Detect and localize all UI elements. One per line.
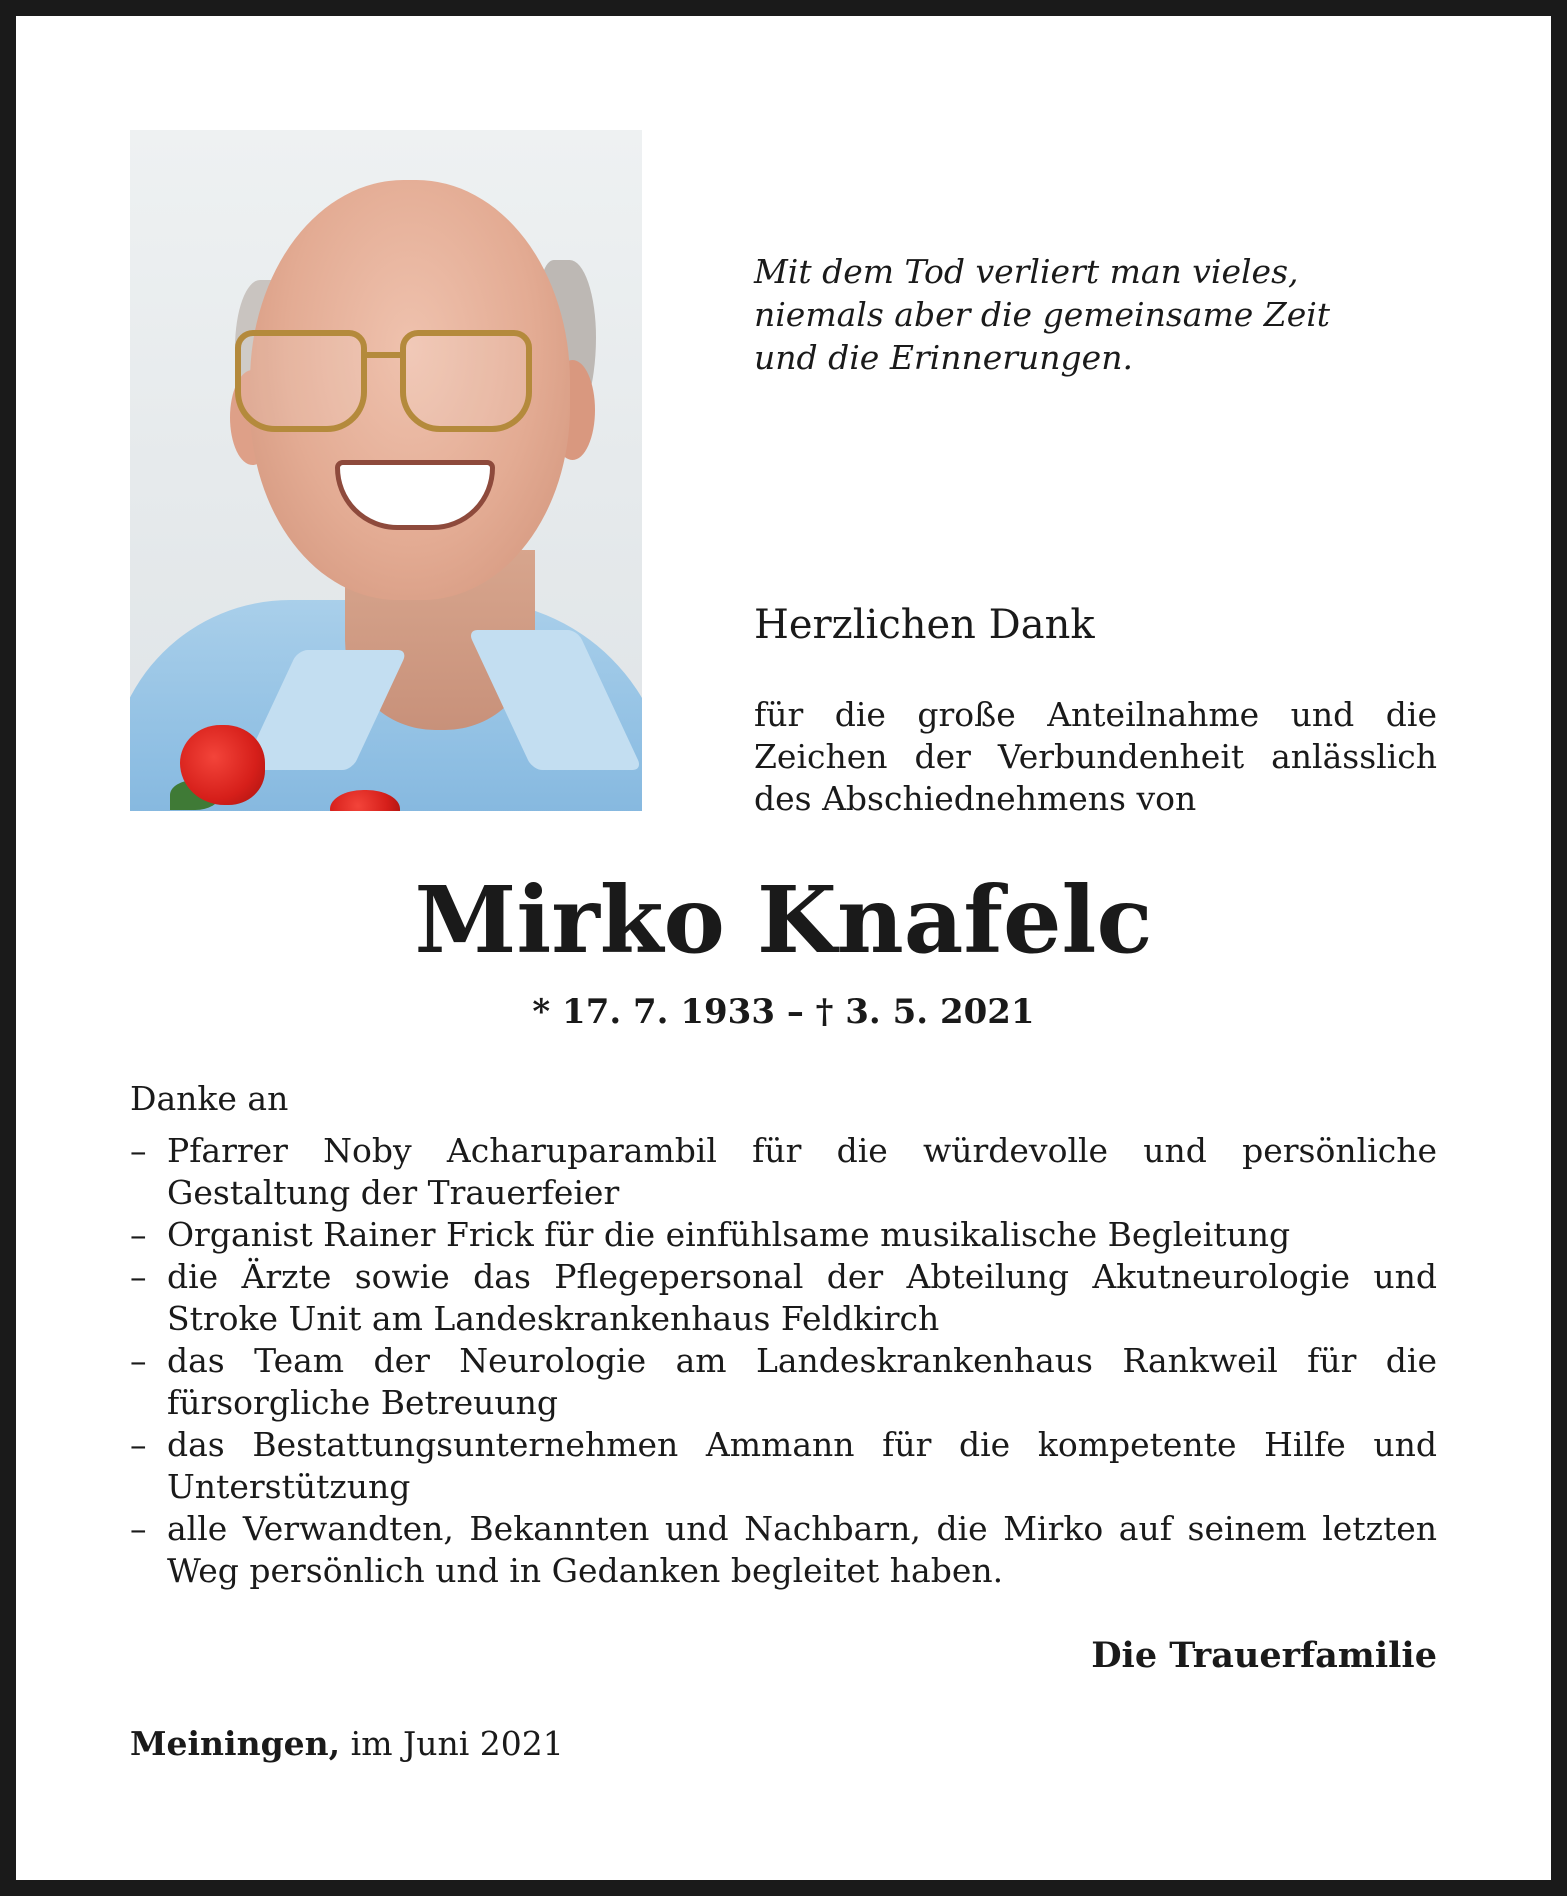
date-text: im Juni 2021 bbox=[350, 1724, 564, 1763]
family-signature: Die Trauerfamilie bbox=[1091, 1635, 1437, 1676]
list-item: – Pfarrer Noby Acharuparambil für die würdevolle und persönliche Gestaltung der Trauerfeier bbox=[130, 1130, 1437, 1214]
thanks-text: für die große Anteilnahme und die Zeichen der Verbundenheit anlässlich des Abschiednehmens von bbox=[754, 695, 1437, 818]
danke-intro: Danke an bbox=[130, 1079, 289, 1118]
rose-flower-shape bbox=[180, 725, 265, 805]
thanks-list bbox=[130, 1130, 1437, 1592]
list-item: – die Ärzte sowie das Pflegepersonal der Abteilung Akutneurologie und Stroke Unit am Landeskrankenhaus Feldkirch bbox=[130, 1256, 1437, 1340]
place-date bbox=[130, 1722, 564, 1766]
deceased-name: Mirko Knafelc bbox=[414, 866, 1153, 974]
place-name: Meiningen, bbox=[130, 1724, 341, 1763]
list-item: – alle Verwandten, Bekannten und Nachbarn, die Mirko auf seinem letzten Weg persönlich und in Gedanken begleitet haben. bbox=[130, 1508, 1437, 1592]
portrait-photo bbox=[130, 130, 642, 811]
list-item: – Organist Rainer Frick für die einfühlsame musikalische Begleitung bbox=[130, 1214, 1437, 1256]
glasses-lens-left bbox=[235, 330, 367, 432]
list-item: – das Team der Neurologie am Landeskrankenhaus Rankweil für die fürsorgliche Betreuung bbox=[130, 1340, 1437, 1424]
glasses-bridge bbox=[361, 352, 401, 358]
list-item: – das Bestattungsunternehmen Ammann für die kompetente Hilfe und Unterstützung bbox=[130, 1424, 1437, 1508]
memorial-quote: Mit dem Tod verliert man vieles, niemals aber die gemeinsame Zeit und die Erinnerungen. bbox=[754, 252, 1331, 377]
life-dates: * 17. 7. 1933 – † 3. 5. 2021 bbox=[532, 992, 1035, 1032]
thanks-heading: Herzlichen Dank bbox=[754, 602, 1095, 648]
glasses-lens-right bbox=[400, 330, 532, 432]
